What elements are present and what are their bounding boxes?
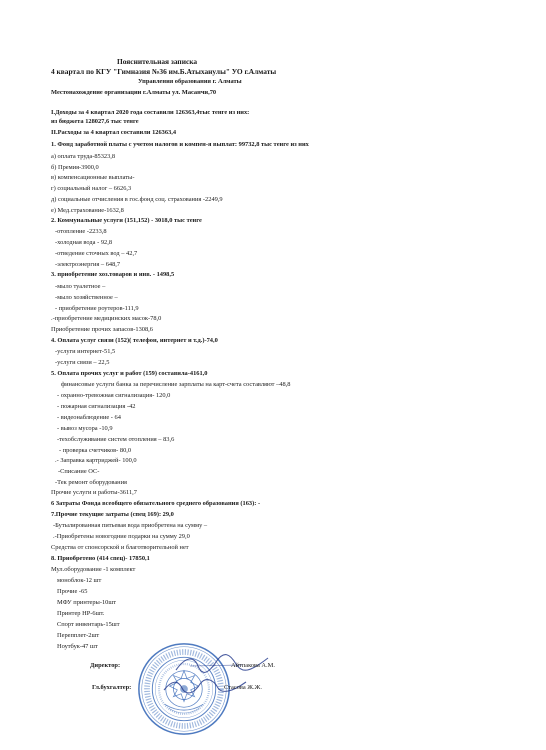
section-2-item: -отведение сточных вод – 42,7 — [55, 250, 138, 257]
section-2-item: -холодная вода - 92,8 — [55, 239, 113, 246]
section-4-item: -услуги связи – 22,5 — [55, 359, 110, 366]
accountant-name: Стасова Ж.Ж. — [224, 684, 262, 691]
section-5-item: - вывоз мусора -10,9 — [57, 425, 113, 432]
section-7-item: -Бутылированная питьевая вода приобретена на сумму – — [53, 522, 208, 529]
section-1-item: б) Премия-3900,0 — [51, 164, 99, 171]
location-line: Местонахождение организации г.Алматы ул. Масанчи,70 — [51, 89, 217, 96]
section-3-item: .-приобретение медицинских масок-78,0 — [51, 315, 162, 322]
section-5-item: финансовые услуги банка за перечисление зарплаты на карт-счета составляют –48,8 — [61, 381, 291, 388]
section-8-item: Перепплет-2шт — [57, 632, 100, 639]
section-2-heading: 2. Коммунальные услуги (151,152) - 3018,0 тыс тенге — [51, 217, 202, 224]
section-5-item: - пожарная сигнализация -42 — [57, 403, 136, 410]
section-7-item: .-Приобретены новогодние подарки на сумму 29,0 — [53, 533, 190, 540]
section-3-item: -мыло хозяйственное – — [55, 294, 118, 301]
income-line: I.Доходы за 4 квартал 2020 года составили 126363,4тыс тенге из них: — [51, 109, 250, 116]
section-3-item: -мыло туалетное – — [55, 283, 106, 290]
section-4-item: -услуги интернет-51,5 — [55, 348, 116, 355]
section-5-item: -техобслуживание систем отопления – 83,6 — [57, 436, 175, 443]
section-5-item: Прочие услуги и работы-3611,7 — [51, 489, 137, 496]
section-2-item: -отопление -2233,8 — [55, 228, 107, 235]
section-7-heading: 7.Прочие текущие затраты (спец 169): 29,0 — [51, 511, 174, 518]
section-5-item: .- Заправка картриджей- 100,0 — [55, 457, 137, 464]
section-8-item: Ноутбук-47 шт — [57, 643, 98, 650]
section-5-item: -Тек ремонт оборудования — [55, 479, 127, 486]
section-8-item: Принтер HP-6шт. — [57, 610, 105, 617]
section-5-heading: 5. Оплата прочих услуг и работ (159) составила-4161,0 — [51, 370, 208, 377]
section-8-item: Прочие -65 — [57, 588, 88, 595]
section-2-item: -электроэнергия – 648,7 — [55, 261, 121, 268]
section-6-heading: 6 Затраты Фонда всеобщего обязательного среднего образования (163): - — [51, 500, 261, 507]
section-5-item: - охранно-тревожная сигнализация- 120,0 — [57, 392, 171, 399]
income-budget-line: из бюджета 128027,6 тыс тенге — [51, 118, 139, 125]
section-1-item: г) социальный налог – 6626,3 — [51, 185, 132, 192]
director-label: Директор: — [90, 662, 121, 669]
section-8-item: Спорт инвентарь-15шт — [57, 621, 120, 628]
section-1-item: а) оплата труда-85323,8 — [51, 153, 116, 160]
section-1-item: е) Мед.страхование-1632,8 — [51, 207, 124, 214]
section-5-item: - проверка счетчиков- 80,0 — [59, 447, 132, 454]
document-subtitle: 4 квартал по КГУ "Гимназия №36 им.Б.Атыханулы" УО г.Алматы — [51, 67, 277, 76]
section-3-item: Приобретение прочих запасов-1308,6 — [51, 326, 153, 333]
section-8-item: моноблок-12 шт — [57, 577, 102, 584]
section-4-heading: 4. Оплата услуг связи (152)( телефон, интернет и т.д.)-74,0 — [51, 337, 218, 344]
section-1-item: д) социальные отчисления в гос.фонд соц. страхования -2249,9 — [51, 196, 223, 203]
section-7-item: Средства от спонсорской и благотворительной нет — [51, 544, 189, 551]
section-8-item: МФУ принтеры-10шт — [57, 599, 117, 606]
accountant-label: Гл.бухгалтер: — [92, 684, 132, 691]
section-5-item: -Списание ОС- — [58, 468, 100, 475]
document-title: Пояснительная записка — [117, 57, 198, 66]
section-3-heading: 3. приобретение хоз.товаров и инв. - 1498,5 — [51, 271, 175, 278]
expenses-line: II.Расходы за 4 квартал составили 126363,4 — [51, 129, 177, 136]
section-3-item: - приобретение роутеров-111,9 — [55, 305, 139, 312]
department-line: Управления образования г. Алматы — [138, 78, 242, 85]
section-5-item: - видеонаблюдение - 64 — [57, 414, 121, 421]
director-name: Айтпакова А.М. — [231, 662, 275, 669]
section-8-heading: 8. Приобретено (414 спец)- 17850,1 — [51, 555, 150, 562]
section-1-heading: 1. Фонд заработной платы с учетом налогов и компен-я выплат: 99732,8 тыс тенге из них — [51, 141, 309, 148]
section-1-item: в) компенсационные выплаты- — [51, 174, 135, 181]
section-8-item: Мул.оборудование -1 комплект — [51, 566, 136, 573]
